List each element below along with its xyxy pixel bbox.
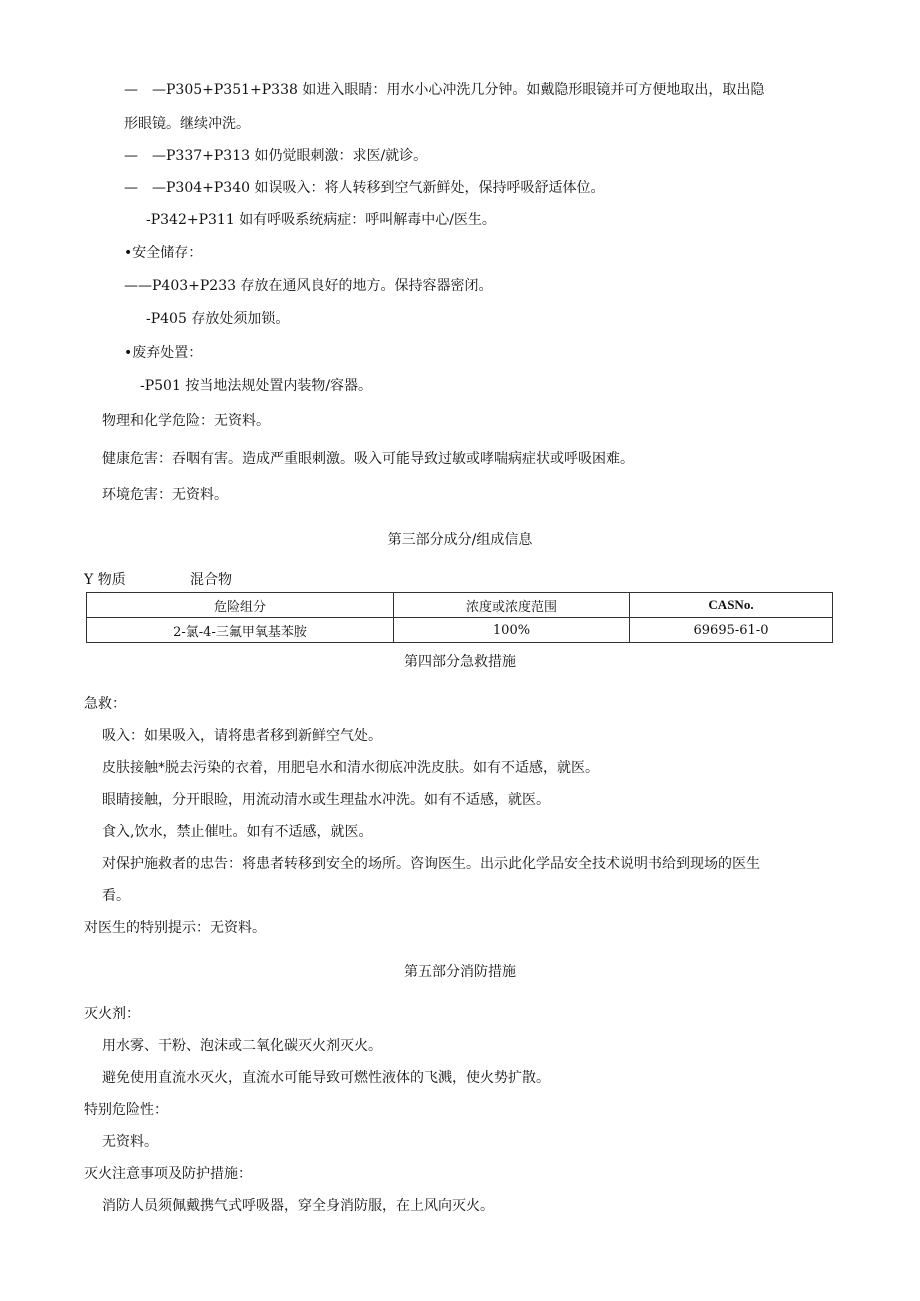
physical-hazard-label: 物理和化学危险： <box>102 413 214 429</box>
precaution-line <box>124 114 250 134</box>
section4-title: 第四部分急救措施 <box>404 654 516 670</box>
substance-type-value: 混合物 <box>190 572 232 588</box>
table-row <box>87 618 833 643</box>
precaution-line <box>124 178 604 198</box>
health-hazard-label: 健康 <box>102 451 130 467</box>
extinguishing-line: 用水雾、干粉、泡沫或二氧化碳灭火剂灭火。 <box>102 1038 382 1054</box>
cell-cas: 69695-61-0 <box>630 618 833 643</box>
first-aid-label: 急救： <box>84 696 126 712</box>
dash-prefix: — — <box>124 82 166 98</box>
header-component: 危险组分 <box>87 593 394 618</box>
doctor-note-line <box>84 918 266 938</box>
precaution-text: -P342+P311 如有呼吸系统病症：呼叫解毒中心/医生。 <box>146 212 496 228</box>
eye-contact-value: ，分开眼睑，用流动清水或生理盐水冲洗。如有不适感，就医。 <box>158 792 550 808</box>
health-hazard <box>102 449 634 469</box>
disposal-line: -P501 按当地法规处置内装物/容器。 <box>140 378 373 394</box>
storage-label: •安全储存： <box>124 245 203 261</box>
table-header-row <box>87 593 833 618</box>
firefighting-precaution-label: 灭火注意事项及防护措施： <box>84 1166 252 1182</box>
special-hazard-label: 特别危险性： <box>84 1102 168 1118</box>
ingestion-line <box>102 822 372 842</box>
ingestion-label: 食入 <box>102 824 130 840</box>
inhalation-line: 吸入：如果吸入，请将患者移到新鲜空气处。 <box>102 728 382 744</box>
doctor-note-value: 无资料。 <box>210 920 266 936</box>
eye-contact-label: 眼睛接触 <box>102 792 158 808</box>
physical-hazard-value: 无资料。 <box>214 413 270 429</box>
storage-line: -P405 存放处须加锁。 <box>146 311 290 327</box>
storage-line: ——P403+P233 存放在通风良好的地方。保持容器密闭。 <box>124 278 493 294</box>
skin-contact-label: 皮肤接触* <box>102 760 165 776</box>
substance-type-label: Y 物质 <box>84 572 126 588</box>
cell-concentration: 100% <box>394 618 630 643</box>
section3-title: 第三部分成分/组成信息 <box>387 532 533 548</box>
header-cas: CASNo. <box>630 593 833 618</box>
composition-table <box>86 592 833 643</box>
special-hazard-value: 无资料。 <box>102 1134 158 1150</box>
env-hazard <box>102 485 228 505</box>
precaution-line <box>124 146 427 166</box>
env-hazard-value: 无资料。 <box>172 487 228 503</box>
precaution-line <box>124 80 764 100</box>
precaution-text: P305+P351+P338 如进入眼睛：用水小心冲洗几分钟。如戴隐形眼镜并可方便地取出，取出隐 <box>166 82 765 98</box>
disposal-label: •废弃处置： <box>124 345 203 361</box>
firefighting-precaution-value: 消防人员须佩戴携气式呼吸器，穿全身消防服，在上风向灭火。 <box>102 1198 494 1214</box>
env-hazard-label: 环境危害： <box>102 487 172 503</box>
eye-contact-line <box>102 790 550 810</box>
precaution-text: P337+P313 如仍觉眼刺激：求医/就诊。 <box>166 148 428 164</box>
dash-prefix: — — <box>124 180 166 196</box>
precaution-text: P304+P340 如误吸入：将人转移到空气新鲜处，保持呼吸舒适体位。 <box>166 180 605 196</box>
health-hazard-label-2: 危害： <box>130 451 172 467</box>
section5-title: 第五部分消防措施 <box>404 964 516 980</box>
cell-component: 2-氯-4-三氟甲氧基苯胺 <box>87 618 394 643</box>
precaution-line <box>146 210 496 230</box>
extinguishing-label: 灭火剂： <box>84 1006 140 1022</box>
extinguishing-line: 避免使用直流水灭火，直流水可能导致可燃性液体的飞溅，使火势扩散。 <box>102 1070 550 1086</box>
rescuer-value: 将患者转移到安全的场所。咨询医生。出示此化学品安全技术说明书给到现场的医生 <box>242 856 760 872</box>
rescuer-line <box>102 854 760 874</box>
health-hazard-value: 吞咽有害。造成严重眼刺激。吸入可能导致过敏或哮喘病症状或呼吸困难。 <box>172 451 634 467</box>
skin-contact-line <box>102 758 599 778</box>
physical-hazard <box>102 411 270 431</box>
rescuer-cont: 看。 <box>102 888 130 904</box>
rescuer-label: 对保护施救者的忠告： <box>102 856 242 872</box>
header-concentration: 浓度或浓度范围 <box>394 593 630 618</box>
skin-contact-value: 脱去污染的衣着，用肥皂水和清水彻底冲洗皮肤。如有不适感，就医。 <box>165 760 599 776</box>
dash-prefix: — — <box>124 148 166 164</box>
doctor-note-label: 对医生的特别提示： <box>84 920 210 936</box>
precaution-text: 形眼镜。继续冲洗。 <box>124 116 250 132</box>
ingestion-value: ,饮水，禁止催吐。如有不适感，就医。 <box>130 824 373 840</box>
